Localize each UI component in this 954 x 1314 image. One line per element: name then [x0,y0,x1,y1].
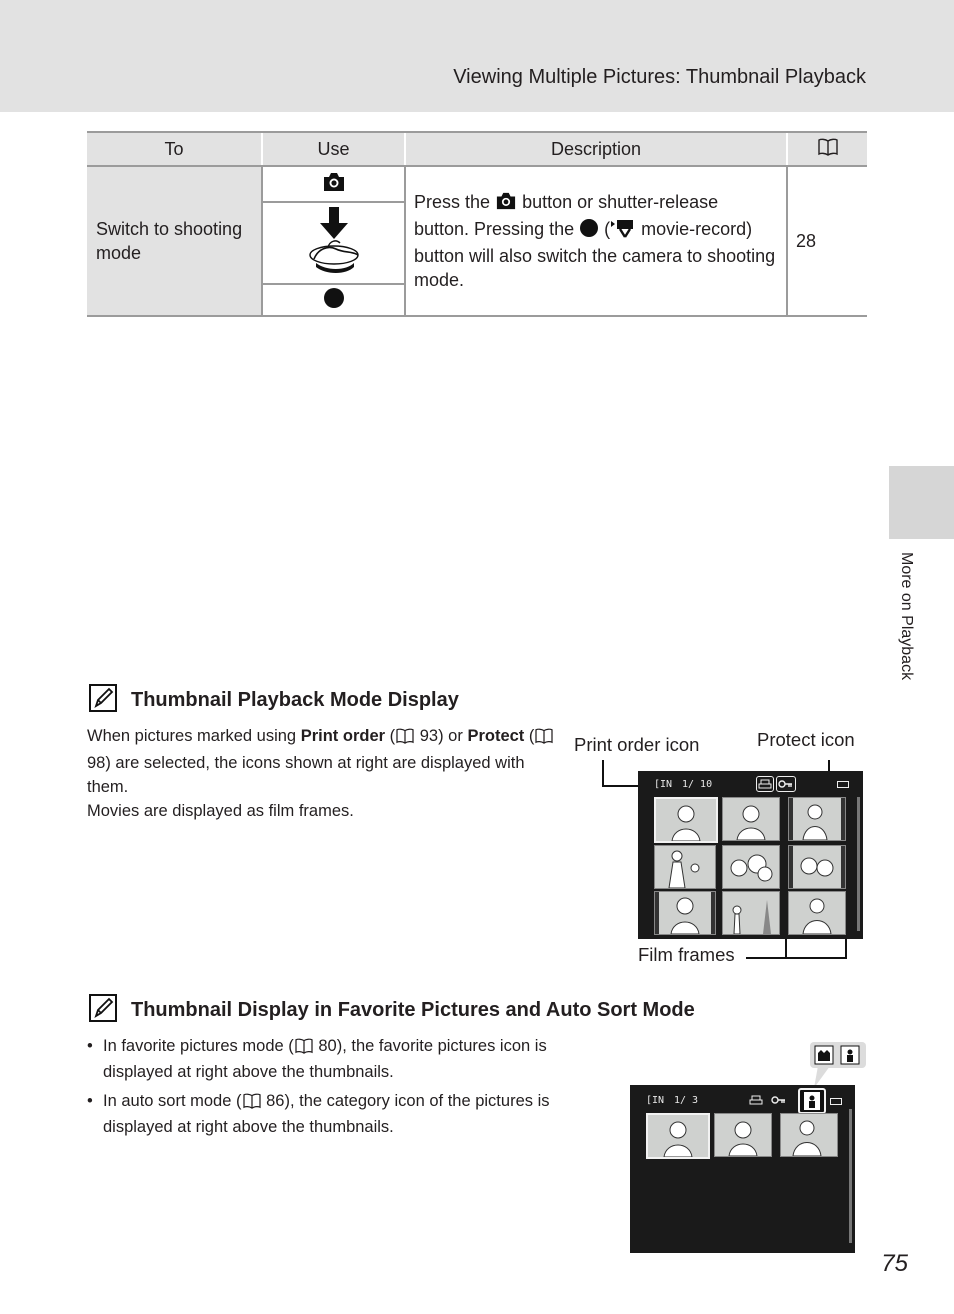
screen-memory-icon: [IN [646,1095,665,1106]
note1-text-d: ( [528,727,535,745]
thumbnail-2[interactable] [722,797,780,841]
record-dot-icon [579,218,599,244]
page-number: 75 [881,1250,908,1277]
camera-icon [495,191,517,217]
battery-icon [837,781,849,788]
side-tab-label: More on Playback [898,552,915,681]
pencil-note-icon [89,994,117,1022]
thumbnail-6-movie[interactable] [788,845,846,889]
shutter-release-press-icon [262,202,405,284]
note1-text-e: 98) are selected, the icons shown at right are displayed with them. [87,754,525,796]
thumbnail-1[interactable] [646,1113,710,1159]
header-use: Use [262,132,405,166]
scrollbar[interactable] [857,797,860,931]
screen-counter: 1/ 3 [674,1095,699,1106]
row-to-cell: Switch to shooting mode [87,166,262,316]
camera-button-icon [262,166,405,202]
thumbnail-9[interactable] [788,891,846,935]
header-description: Description [405,132,787,166]
thumbnail-3[interactable] [780,1113,838,1157]
scrollbar[interactable] [849,1109,852,1243]
record-button-icon [262,284,405,316]
note1-text-a: When pictures marked using [87,727,297,745]
bullet-auto-sort [87,1090,577,1139]
category-icon-highlight [798,1088,826,1114]
note2-title: Thumbnail Display in Favorite Pictures and Auto Sort Mode [131,999,695,1021]
film-frames-callout: Film frames [638,944,735,965]
book-icon [534,727,554,751]
note1-text-f: Movies are displayed as film frames. [87,802,354,820]
book-icon [395,727,415,751]
bullet1-text-b: 80), the favorite pictures icon is displayed at right above the thumbnails. [103,1037,547,1081]
desc-text-2: button or shutter-release button. Pressing the [414,192,719,239]
screen-counter: 1/ 10 [682,779,713,790]
bullet-favorite-pictures [87,1035,577,1084]
note1-title: Thumbnail Playback Mode Display [131,689,459,711]
side-tab [889,466,954,539]
header-to: To [87,132,262,166]
header-band [0,0,954,112]
desc-text-4: movie-record) button will also switch the camera to shooting mode. [414,219,776,290]
protect-callout: Protect icon [757,729,855,750]
thumbnail-7-movie[interactable] [654,891,716,935]
book-icon [294,1038,314,1061]
desc-text-3: ( [604,219,611,239]
page-header-title: Viewing Multiple Pictures: Thumbnail Playback [453,66,866,88]
book-icon [242,1093,262,1116]
bullet1-text-a: In favorite pictures mode ( [103,1037,294,1055]
row-description [405,166,787,316]
thumbnail-2[interactable] [714,1113,772,1157]
print-order-term: Print order [300,727,386,745]
note1-text-b: ( [389,727,396,745]
protect-icon [770,1093,788,1107]
desc-text-1: Press the [414,192,491,212]
function-table [87,131,867,317]
movie-record-icon [610,218,636,244]
category-icon-balloon [810,1042,866,1068]
thumbnail-4[interactable] [654,845,716,889]
pencil-note-icon [89,684,117,712]
protect-icon [776,776,796,792]
bullet2-text-b: 86), the category icon of the pictures is displayed at right above the thumbnails. [103,1092,550,1136]
screen-memory-icon: [IN [654,779,673,790]
thumbnail-3-movie[interactable] [788,797,846,841]
protect-term: Protect [467,727,525,745]
book-icon [787,132,867,166]
note2-bullet-list [87,1035,577,1145]
note1-text-c: 93) or [419,727,463,745]
thumbnail-1[interactable] [654,797,718,843]
row-page: 28 [787,166,867,316]
bullet2-text-a: In auto sort mode ( [103,1092,242,1110]
print-order-icon [756,776,774,792]
print-order-icon [748,1093,764,1107]
note1-body [87,724,557,823]
battery-icon [830,1098,842,1105]
print-order-callout: Print order icon [574,734,700,755]
auto-sort-screen [630,1085,855,1253]
thumbnail-8[interactable] [722,891,780,935]
thumbnail-screen [638,771,863,939]
thumbnail-5[interactable] [722,845,780,889]
